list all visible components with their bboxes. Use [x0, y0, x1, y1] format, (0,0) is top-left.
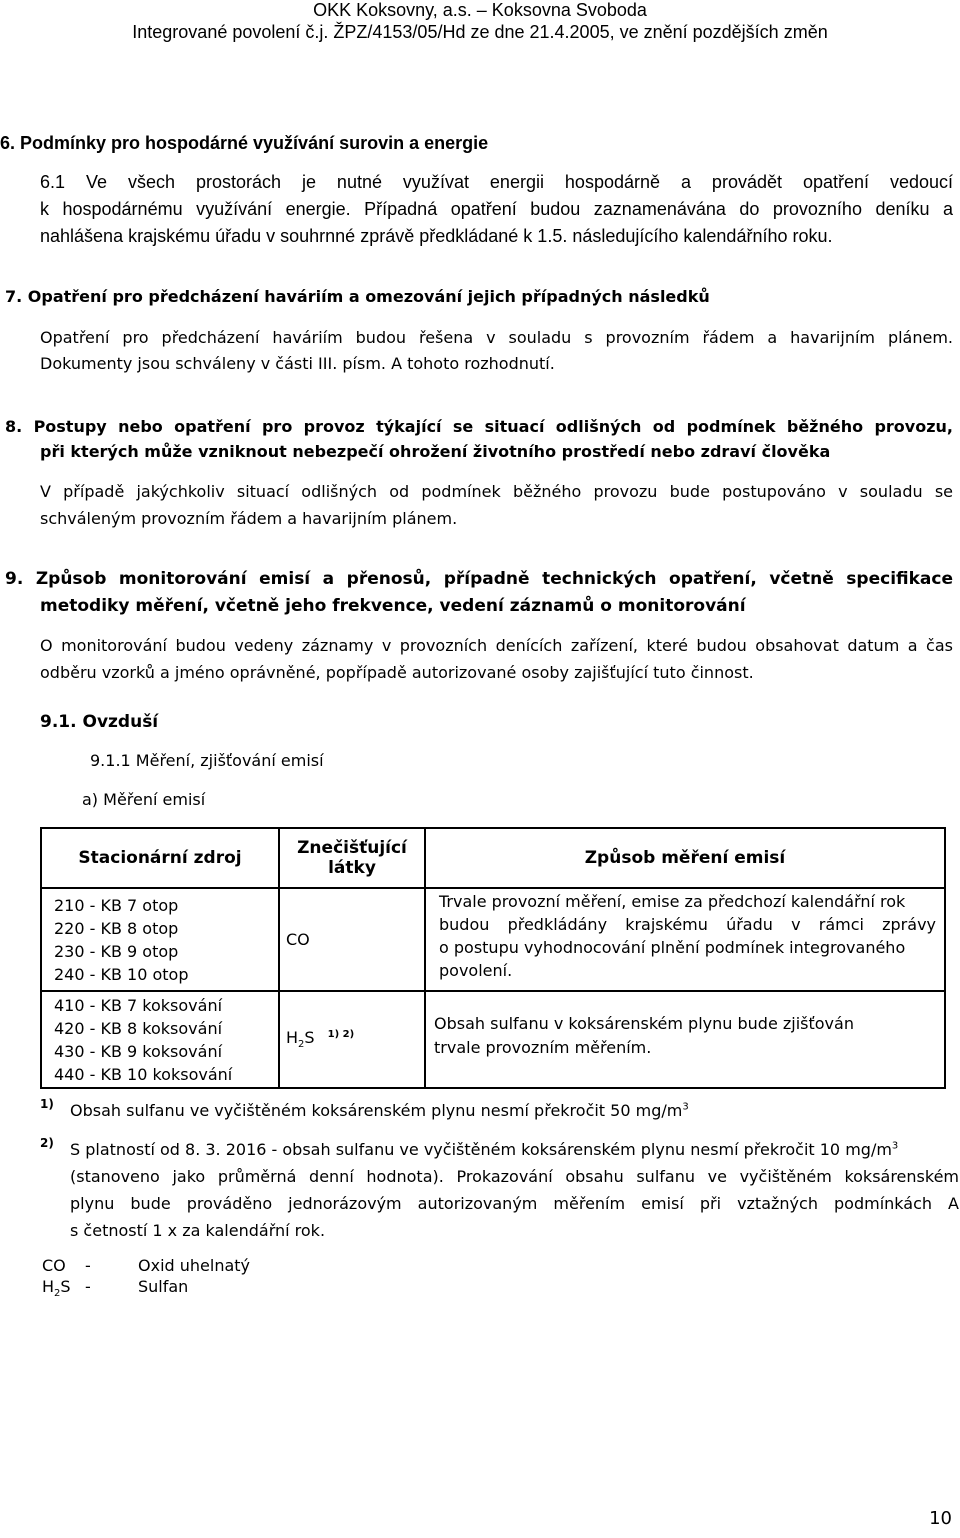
section-8-line-1: V případě jakýchkoliv situací odlišných od podmínek běžného provozu bude postupováno v souladu se [40, 482, 953, 501]
section-6-line-2: k hospodárnému využívání energie. Případná opatření budou zaznamenávána do provozního deníku a [40, 199, 953, 219]
section-7-line-2: Dokumenty jsou schváleny v části III. písm. A tohoto rozhodnutí. [40, 354, 555, 373]
header-method: Způsob měření emisí [425, 828, 945, 888]
section-8-line-2: schváleným provozním řádem a havarijním plánem. [40, 509, 458, 528]
section-9-line-2: odběru vzorků a jméno oprávněné, popřípadě autorizované osoby zajišťující tuto činnost. [40, 663, 754, 682]
emission-table [40, 827, 946, 1089]
footnote-1-mark: 1) [40, 1097, 54, 1111]
legend-h2s-text: Sulfan [138, 1277, 189, 1296]
method-line: Trvale provozní měření, emise za předchozí kalendářní rok [439, 892, 906, 911]
subsection-9-1-1: 9.1.1 Měření, zjišťování emisí [90, 751, 324, 770]
row2-method [425, 991, 945, 1088]
method-line: o postupu vyhodnocování plnění podmínek integrovaného [439, 938, 906, 957]
header-company: OKK Koksovny, a.s. – Koksovna Svoboda [313, 0, 647, 20]
section-6-line-1: 6.1 Ve všech prostorách je nutné využívat energii hospodárně a provádět opatření vedoucí [40, 172, 953, 192]
footnote-1-body: Obsah sulfanu ve vyčištěném koksárenském plynu nesmí překročit 50 mg/m [70, 1101, 683, 1120]
source-item: 440 - KB 10 koksování [54, 1065, 233, 1084]
section-8-heading-1: 8. Postupy nebo opatření pro provoz týkající se situací odlišných od podmínek běžného provozu, [5, 417, 953, 436]
footnote-2-line-2: (stanoveno jako průměrná denní hodnota). Prokazování obsahu sulfanu ve vyčištěném koksárenském [70, 1167, 959, 1186]
section-8-heading-2: při kterých může vzniknout nebezpečí ohrožení životního prostředí nebo zdraví člověka [40, 442, 831, 461]
source-item: 420 - KB 8 koksování [54, 1019, 223, 1038]
source-item: 430 - KB 9 koksování [54, 1042, 223, 1061]
footnote-2-line-3: plynu bude prováděno jednorázovým autorizovaným měřením emisí při vztažných podmínkách A [70, 1194, 959, 1213]
pollutant-h: H [286, 1028, 299, 1048]
method-line: budou předkládány krajskému úřadu v rámci zprávy [439, 915, 936, 934]
footnote-2-sup: 3 [891, 1140, 899, 1152]
footnote-2-body: S platností od 8. 3. 2016 - obsah sulfanu ve vyčištěném koksárenském plynu nesmí překročit 10 mg/m [70, 1140, 892, 1159]
row1-sources [41, 888, 279, 991]
legend-h2s-h: H [42, 1277, 55, 1296]
table-row [41, 991, 945, 1088]
method-line: Obsah sulfanu v koksárenském plynu bude zjišťován [434, 1014, 854, 1033]
section-6-heading: 6. Podmínky pro hospodárné využívání surovin a energie [0, 133, 489, 153]
legend-h2s-sub: 2 [54, 1288, 61, 1300]
pollutant-note-ref: 1) 2) [327, 1029, 355, 1041]
subsection-a: a) Měření emisí [82, 790, 206, 809]
page-number: 10 [929, 1508, 952, 1529]
row1-pollutant: CO [279, 888, 425, 991]
footnote-2-line-4: s četností 1 x za kalendářní rok. [70, 1221, 326, 1240]
footnote-1-sup: 3 [682, 1101, 689, 1113]
source-item: 240 - KB 10 otop [54, 965, 189, 984]
legend-h2s-s: S [60, 1277, 71, 1296]
table-header-row [41, 828, 945, 888]
footnote-2-mark: 2) [40, 1136, 54, 1150]
source-item: 220 - KB 8 otop [54, 919, 179, 938]
method-line: trvale provozním měřením. [434, 1038, 652, 1057]
row2-sources [41, 991, 279, 1088]
header-source: Stacionární zdroj [41, 828, 279, 888]
subsection-9-1: 9.1. Ovzduší [40, 712, 159, 732]
legend-co-code: CO [42, 1256, 66, 1275]
section-9-line-1: O monitorování budou vedeny záznamy v provozních denících zařízení, které budou obsahovat datum a čas [40, 636, 953, 655]
section-7-heading: 7. Opatření pro předcházení haváriím a omezování jejich případných následků [5, 287, 710, 306]
footnote-1-text [70, 1101, 689, 1120]
source-item: 410 - KB 7 koksování [54, 996, 223, 1015]
source-item: 210 - KB 7 otop [54, 896, 179, 915]
section-9-heading-1: 9. Způsob monitorování emisí a přenosů, případně technických opatření, včetně specifikace [5, 569, 953, 589]
pollutant-s: S [304, 1028, 315, 1048]
row1-method [425, 888, 945, 991]
section-9-heading-2: metodiky měření, včetně jeho frekvence, vedení záznamů o monitorování [40, 596, 746, 616]
section-6-line-3: nahlášena krajskému úřadu v souhrnné zprávě předkládané k 1.5. následujícího kalendářního roku. [40, 226, 833, 246]
source-item: 230 - KB 9 otop [54, 942, 179, 961]
legend-h2s-dash: - [85, 1277, 91, 1296]
section-7-line-1: Opatření pro předcházení haváriím budou řešena v souladu s provozním řádem a havarijním plánem. [40, 328, 953, 347]
table-row [41, 888, 945, 991]
header-permit: Integrované povolení č.j. ŽPZ/4153/05/Hd ze dne 21.4.2005, ve znění pozdějších změn [132, 22, 828, 42]
legend-co-dash: - [85, 1256, 91, 1275]
legend-co-text: Oxid uhelnatý [138, 1256, 251, 1275]
row2-pollutant [279, 991, 425, 1088]
footnote-2-line-1 [70, 1140, 898, 1159]
method-line: povolení. [439, 961, 513, 980]
legend-h2s-code [42, 1277, 71, 1299]
header-pollutant: Znečišťující látky [279, 828, 425, 888]
pollutant-sub: 2 [298, 1039, 305, 1051]
